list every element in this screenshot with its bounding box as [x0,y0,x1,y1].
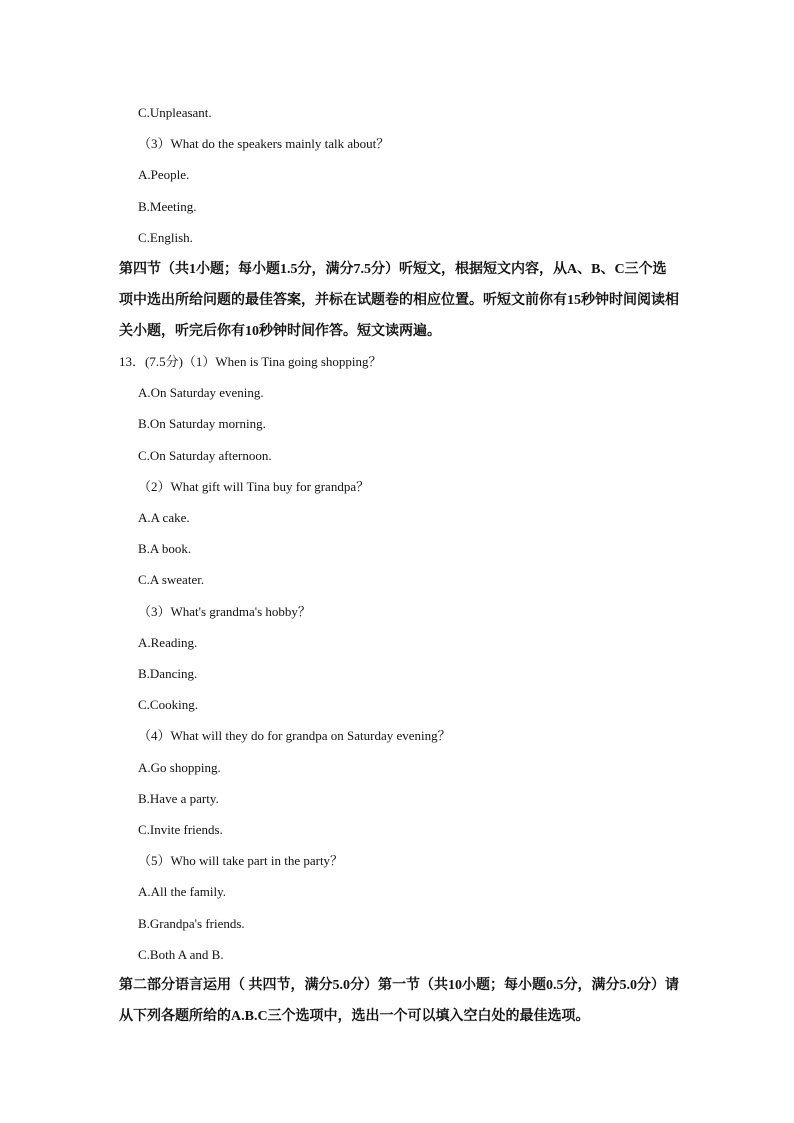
question-stem: 13．(7.5分)（1）When is Tina going shopping？ [119,354,382,369]
answer-option: B.On Saturday morning. [138,416,266,432]
answer-option: B.Meeting. [138,198,197,214]
answer-option: C.Unpleasant. [138,105,212,120]
sub-question: （3）What's grandma's hobby？ [138,603,311,619]
sub-question: （5）Who will take part in the party？ [138,853,344,869]
sub-question: （4）What will they do for grandpa on Saturday evening？ [138,728,451,744]
answer-option: B.Have a party. [138,790,219,806]
sub-question: （2）What gift will Tina buy for grandpa？ [138,478,370,494]
answer-option: A.Go shopping. [138,759,221,775]
answer-option: B.Grandpa's friends. [138,915,245,931]
answer-option: A.A cake. [138,510,190,525]
answer-option: A.Reading. [138,634,198,650]
part-2-heading: 第二部分语言运用（ 共四节，满分5.0分）第一节（共10小题；每小题0.5分，满分5.0分）请从下列各题所给的A.B.C三个选项中，选出一个可以填入空白处的最佳选项。 [119,978,679,1024]
answer-option: C.On Saturday afternoon. [138,447,272,463]
section-4-heading: 第四节（共1小题；每小题1.5分，满分7.5分）听短文，根据短文内容，从A、B、C三个选项中选出所给问题的最佳答案，并标在试题卷的相应位置。听短文前你有15秒钟时间阅读相关小题，听完后你有10秒钟时间作答。短文读两遍。 [119,262,679,339]
answer-option: C.Invite friends. [138,822,223,837]
answer-option: C.Cooking. [138,697,198,713]
answer-option: A.On Saturday evening. [138,385,264,401]
answer-option: C.English. [138,229,193,245]
sub-question: （3）What do the speakers mainly talk about？ [138,136,390,152]
answer-option: A.All the family. [138,884,226,900]
answer-option: C.Both A and B. [138,946,224,962]
answer-option: C.A sweater. [138,572,205,588]
answer-option: A.People. [138,167,190,183]
answer-option: B.Dancing. [138,666,198,681]
answer-option: B.A book. [138,541,192,557]
